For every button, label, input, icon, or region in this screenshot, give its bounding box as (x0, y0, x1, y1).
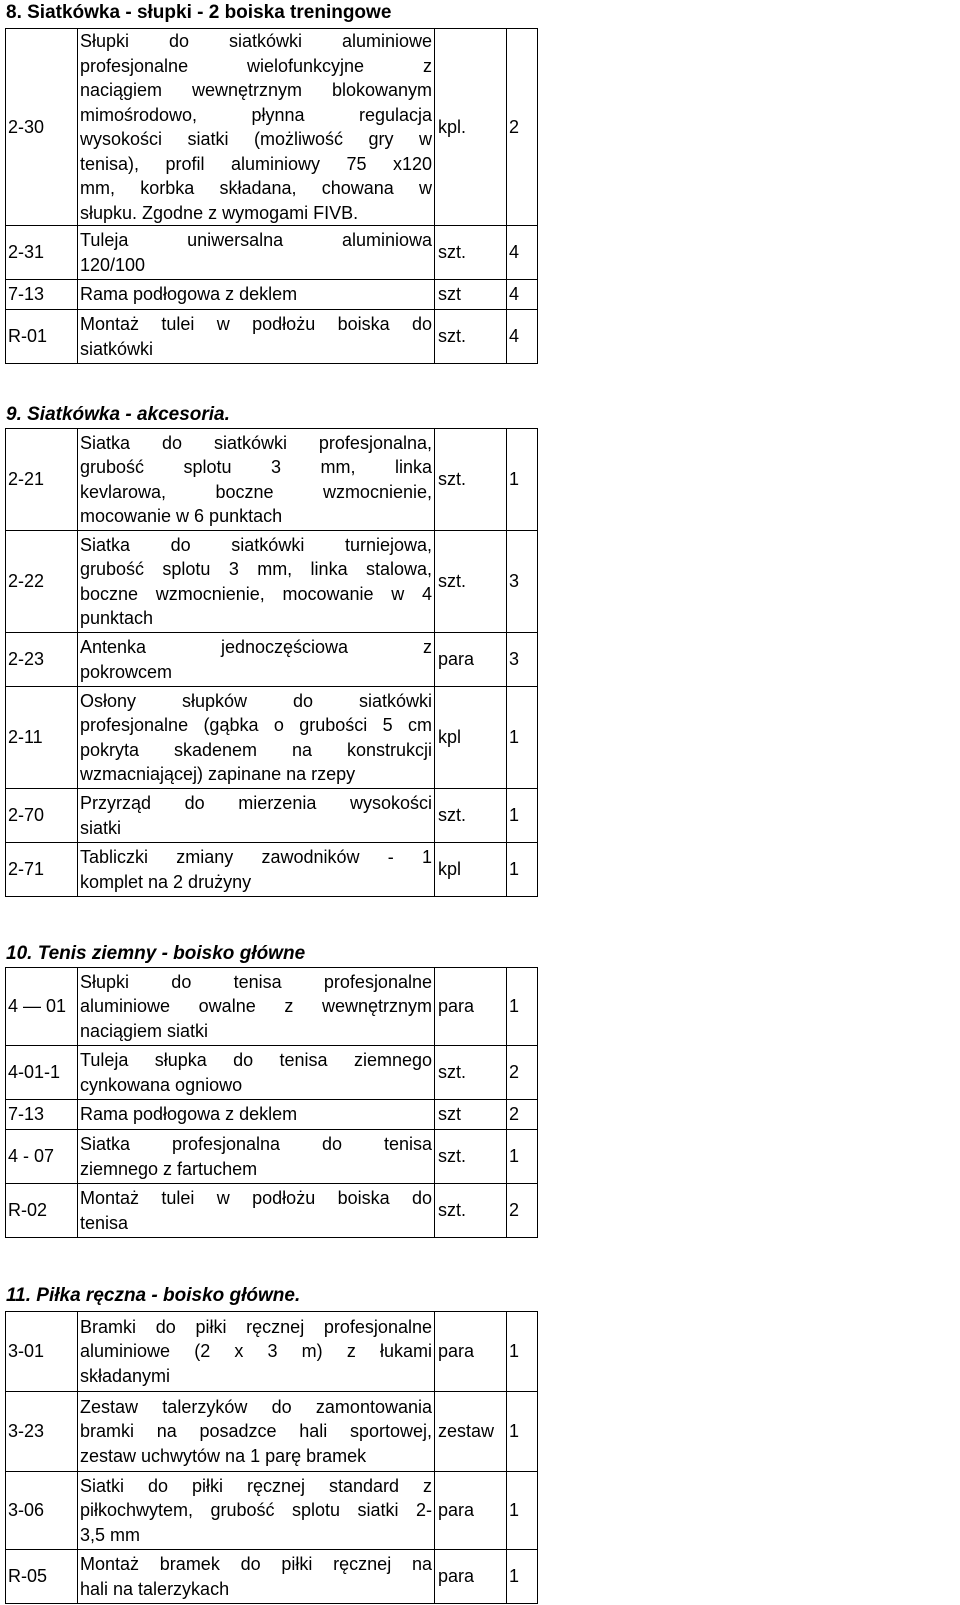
description-line: Słupki do tenisa profesjonalne (80, 971, 432, 992)
item-description (78, 968, 435, 1046)
description-line: składanymi (80, 1365, 171, 1386)
table-row (6, 843, 538, 897)
description-line: Siatka profesjonalna do tenisa (80, 1134, 432, 1154)
item-unit: szt (435, 280, 507, 310)
item-quantity: 2 (507, 1046, 538, 1100)
description-line: Rama podłogowa z deklem (80, 284, 298, 305)
item-quantity: 3 (507, 633, 538, 687)
item-description (78, 1472, 435, 1550)
description-line: Słupki do siatkówki aluminiowe (80, 31, 432, 51)
description-line: tenisa (80, 1212, 129, 1233)
table-row (6, 310, 538, 364)
item-code: 4 - 07 (6, 1130, 78, 1184)
description-line: Siatka do siatkówki turniejowa, (80, 534, 432, 555)
section-heading: 8. Siatkówka - słupki - 2 boiska treningowe (6, 2, 392, 23)
items-table (5, 28, 538, 364)
description-line: Tabliczki zmiany zawodników - 1 (80, 847, 432, 867)
item-quantity: 1 (507, 1472, 538, 1550)
description-line: Montaż tulei w podłożu boiska do (80, 1188, 432, 1208)
item-quantity: 1 (507, 1130, 538, 1184)
section-heading: 11. Piłka ręczna - boisko główne. (6, 1285, 301, 1306)
item-quantity: 1 (507, 1550, 538, 1604)
item-unit: para (435, 1312, 507, 1392)
table-row (6, 1312, 538, 1392)
item-unit: szt. (435, 789, 507, 843)
item-description (78, 843, 435, 897)
item-quantity: 1 (507, 968, 538, 1046)
item-description (78, 687, 435, 789)
item-description (78, 310, 435, 364)
description-line: profesjonalne wielofunkcyjne z (80, 55, 432, 76)
description-line: grubość splotu 3 mm, linka stalowa, (80, 559, 432, 579)
item-code: 2-70 (6, 789, 78, 843)
description-line: kevlarowa, boczne wzmocnienie, (80, 481, 432, 502)
table-row (6, 1130, 538, 1184)
item-quantity: 4 (507, 280, 538, 310)
table-row (6, 1046, 538, 1100)
item-code: 3-01 (6, 1312, 78, 1392)
item-unit: para (435, 1472, 507, 1550)
description-line: siatkówki (80, 338, 154, 359)
item-unit: szt. (435, 1046, 507, 1100)
item-unit: szt. (435, 1130, 507, 1184)
description-line: Tuleja uniwersalna aluminiowa (80, 230, 432, 250)
item-quantity: 1 (507, 1392, 538, 1472)
item-unit: kpl (435, 687, 507, 789)
item-code: 2-23 (6, 633, 78, 687)
item-description (78, 429, 435, 531)
item-unit: zestaw (435, 1392, 507, 1472)
item-unit: szt (435, 1100, 507, 1130)
table-row (6, 429, 538, 531)
item-quantity: 1 (507, 687, 538, 789)
description-line: naciągiem wewnętrznym blokowanym (80, 80, 432, 100)
item-code: 2-22 (6, 531, 78, 633)
description-line: boczne wzmocnienie, mocowanie w 4 (80, 583, 432, 604)
item-description (78, 1100, 435, 1130)
item-description (78, 531, 435, 633)
item-quantity: 1 (507, 843, 538, 897)
item-unit: szt. (435, 429, 507, 531)
description-line: komplet na 2 drużyny (80, 871, 252, 892)
table-row (6, 1184, 538, 1238)
item-quantity: 3 (507, 531, 538, 633)
description-line: Siatki do piłki ręcznej standard z (80, 1475, 432, 1496)
items-table (5, 1311, 538, 1604)
description-line: wysokości siatki (możliwość gry w (80, 129, 432, 149)
item-quantity: 1 (507, 789, 538, 843)
item-description (78, 280, 435, 310)
item-unit: para (435, 968, 507, 1046)
item-description (78, 633, 435, 687)
item-unit: kpl (435, 843, 507, 897)
description-line: cynkowana ogniowo (80, 1074, 243, 1095)
description-line: profesjonalne (gąbka o grubości 5 cm (80, 715, 432, 735)
description-line: Bramki do piłki ręcznej profesjonalne (80, 1316, 432, 1337)
description-line: aluminiowe (2 x 3 m) z łukami (80, 1341, 432, 1362)
item-unit: szt. (435, 1184, 507, 1238)
description-line: mimośrodowo, płynna regulacja (80, 104, 432, 125)
item-code: R-05 (6, 1550, 78, 1604)
item-code: 3-06 (6, 1472, 78, 1550)
description-line: mm, korbka składana, chowana w (80, 178, 432, 198)
item-code: 7-13 (6, 280, 78, 310)
item-description (78, 789, 435, 843)
description-line: wzmacniającej) zapinane na rzepy (80, 764, 356, 784)
description-line: Siatka do siatkówki profesjonalna, (80, 432, 432, 453)
table-row (6, 1472, 538, 1550)
description-line: słupku. Zgodne z wymogami FIVB. (80, 202, 359, 223)
item-quantity: 4 (507, 226, 538, 280)
description-line: Przyrząd do mierzenia wysokości (80, 793, 432, 813)
section-heading: 9. Siatkówka - akcesoria. (6, 404, 230, 425)
description-line: pokrowcem (80, 661, 173, 682)
item-description (78, 1550, 435, 1604)
description-line: mocowanie w 6 punktach (80, 506, 283, 526)
item-description (78, 1392, 435, 1472)
description-line: tenisa), profil aluminiowy 75 x120 (80, 153, 432, 174)
item-code: 4 — 01 (6, 968, 78, 1046)
description-line: Tuleja słupka do tenisa ziemnego (80, 1050, 432, 1070)
item-description (78, 1312, 435, 1392)
description-line: Antenka jednoczęściowa z (80, 637, 432, 657)
item-description (78, 1046, 435, 1100)
item-unit: szt. (435, 226, 507, 280)
item-unit: szt. (435, 531, 507, 633)
description-line: hali na talerzykach (80, 1578, 230, 1599)
table-row (6, 29, 538, 226)
item-description (78, 29, 435, 226)
item-code: 4-01-1 (6, 1046, 78, 1100)
item-quantity: 2 (507, 1100, 538, 1130)
item-code: 3-23 (6, 1392, 78, 1472)
table-row (6, 633, 538, 687)
description-line: aluminiowe owalne z wewnętrznym (80, 996, 432, 1017)
item-quantity: 2 (507, 29, 538, 226)
description-line: naciągiem siatki (80, 1020, 209, 1041)
description-line: zestaw uchwytów na 1 parę bramek (80, 1445, 367, 1466)
item-code: 2-71 (6, 843, 78, 897)
table-row (6, 280, 538, 310)
table-row (6, 1100, 538, 1130)
item-code: R-02 (6, 1184, 78, 1238)
description-line: bramki na posadzce hali sportowej, (80, 1421, 432, 1442)
description-line: Montaż bramek do piłki ręcznej na (80, 1554, 432, 1574)
item-unit: para (435, 633, 507, 687)
item-quantity: 4 (507, 310, 538, 364)
description-line: ziemnego z fartuchem (80, 1158, 258, 1179)
description-line: Rama podłogowa z deklem (80, 1104, 298, 1125)
section-heading: 10. Tenis ziemny - boisko główne (6, 943, 306, 964)
item-code: 7-13 (6, 1100, 78, 1130)
description-line: 3,5 mm (80, 1524, 141, 1545)
description-line: punktach (80, 608, 154, 628)
item-unit: para (435, 1550, 507, 1604)
item-description (78, 1184, 435, 1238)
item-code: R-01 (6, 310, 78, 364)
table-row (6, 789, 538, 843)
item-quantity: 2 (507, 1184, 538, 1238)
table-row (6, 226, 538, 280)
table-row (6, 687, 538, 789)
description-line: 120/100 (80, 254, 146, 275)
table-row (6, 1392, 538, 1472)
table-row (6, 968, 538, 1046)
items-table (5, 967, 538, 1238)
description-line: grubość splotu 3 mm, linka (80, 457, 432, 477)
item-quantity: 1 (507, 1312, 538, 1392)
item-description (78, 226, 435, 280)
table-row (6, 531, 538, 633)
description-line: Osłony słupków do siatkówki (80, 690, 432, 711)
item-unit: kpl. (435, 29, 507, 226)
item-quantity: 1 (507, 429, 538, 531)
description-line: siatki (80, 817, 122, 838)
description-line: Montaż tulei w podłożu boiska do (80, 314, 432, 334)
table-row (6, 1550, 538, 1604)
item-code: 2-31 (6, 226, 78, 280)
item-description (78, 1130, 435, 1184)
description-line: piłkochwytem, grubość splotu siatki 2- (80, 1500, 432, 1521)
item-unit: szt. (435, 310, 507, 364)
items-table (5, 428, 538, 897)
description-line: Zestaw talerzyków do zamontowania (80, 1396, 432, 1417)
item-code: 2-11 (6, 687, 78, 789)
item-code: 2-21 (6, 429, 78, 531)
item-code: 2-30 (6, 29, 78, 226)
description-line: pokryta skadenem na konstrukcji (80, 739, 432, 760)
